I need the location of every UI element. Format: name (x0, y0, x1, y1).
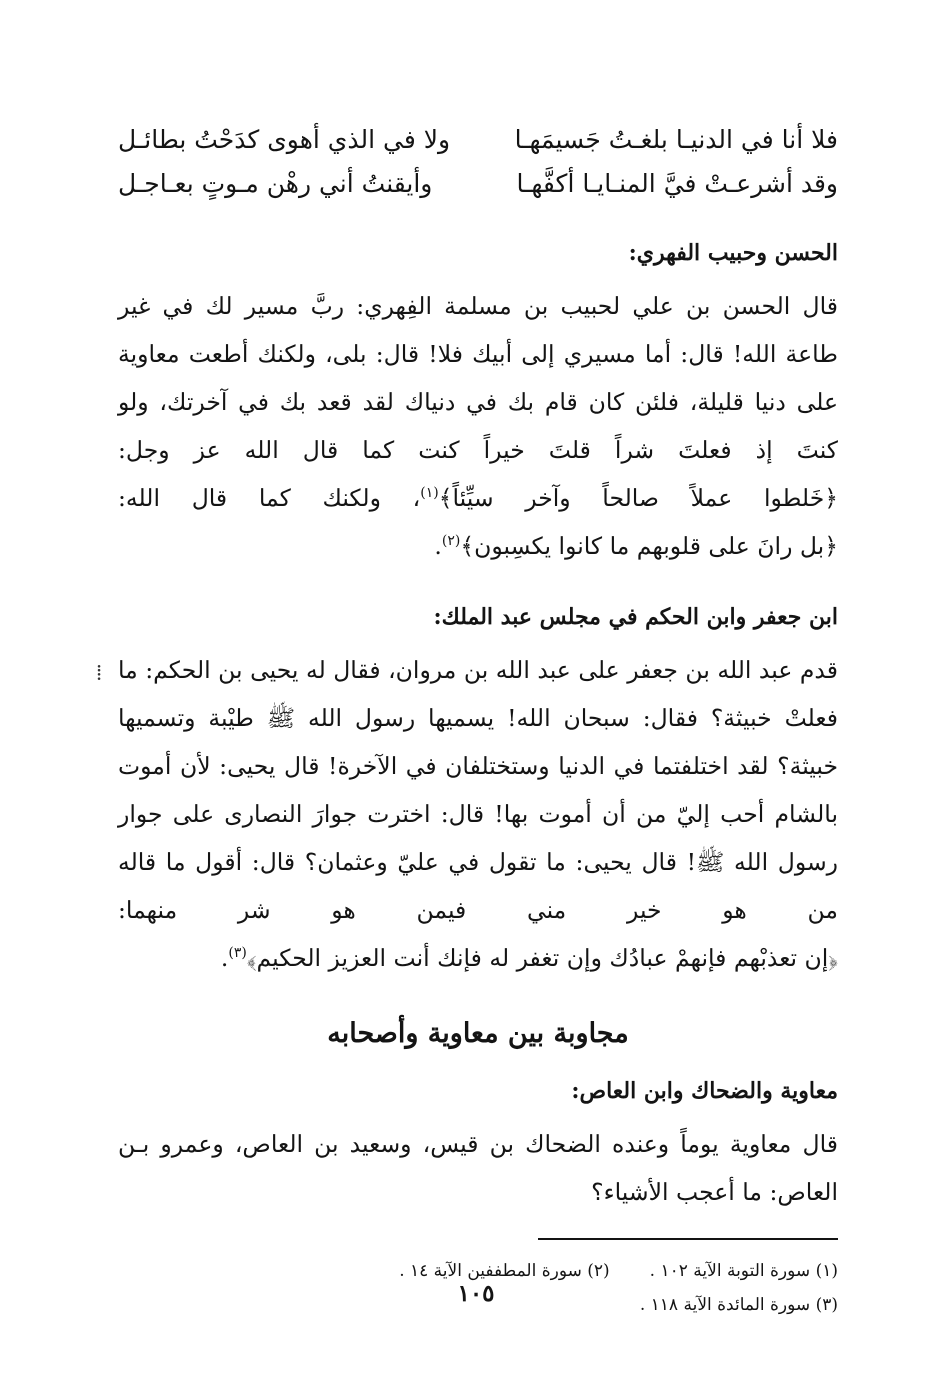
footnote: (٣) سورة المائدة الآية ١١٨ . (639, 1295, 838, 1315)
poem (118, 118, 838, 206)
margin-mark: ⁞ (96, 661, 103, 686)
footnote: (١) سورة التوبة الآية ١٠٢ . (649, 1261, 838, 1281)
poem-verse (118, 118, 838, 162)
section-paragraph (118, 1120, 838, 1216)
footnote-ref: (٢) (441, 533, 461, 550)
footnote-ref: (١) (420, 485, 439, 502)
section-heading: ابن جعفر وابن الحكم في مجلس عبد الملك: (433, 604, 838, 630)
quran-quote: ﴿خَلطوا عملاً صالحاً وآخر سيِّئاً﴾ (438, 484, 838, 512)
paragraph-text: قال الحسن بن علي لحبيب بن مسلمة الفِهري: ربَّ مسير لك في غير طاعة الله! قال: أما مسيري إلى أبيك فلا! قال: بلى، ولكنك أطعت معاوية على دنيا قليلة، فلئن كان قام بك في دنياك لقد قعد بك في آخرتك، ولو كنتَ إذ فعلتَ شراً قلتَ خيراً كنت كما قال الله عز وجل: (118, 292, 838, 464)
hemistich-right: فلا أنا في الدنيـا بلغـتُ جَسيمَهـا (514, 125, 838, 154)
book-page (118, 118, 838, 1322)
section-heading: الحسن وحبيب الفهري: (628, 240, 838, 266)
paragraph-end: . (434, 532, 442, 560)
hemistich-left: ولا في الذي أهوى كدَحْتُ بطائـل (118, 125, 451, 154)
hemistich-left: وأيقنتُ أني رهْن مـوتٍ بعـاجـل (118, 169, 433, 198)
paragraph-end: . (220, 944, 229, 972)
hemistich-right: وقد أشرعـتْ فيَّ المنـايـا أكفَّهـا (516, 169, 838, 198)
page-number: ١٠٥ (457, 1280, 495, 1307)
footnote-divider (538, 1238, 838, 1240)
section-heading: معاوية والضحاك وابن العاص: (571, 1078, 838, 1104)
section-paragraph (118, 282, 838, 570)
section-paragraph (118, 646, 838, 982)
chapter-title: مجاوبة بين معاوية وأصحابه (327, 1018, 629, 1049)
paragraph-text: ، ولكنك كما قال الله: (118, 484, 421, 512)
poem-verse (118, 162, 838, 206)
footnote: (٢) سورة المطففين الآية ١٤ . (399, 1261, 610, 1281)
paragraph-text: قال معاوية يوماً وعنده الضحاك بن قيس، وسعيد بن العاص، وعمرو بـن العاص: ما أعجب الأشياء؟ (118, 1130, 838, 1206)
quran-quote: ﴿بل رانَ على قلوبهم ما كانوا يكسِبون﴾ (460, 532, 838, 560)
quran-quote: ﴿إن تعذبْهم فإنهمْ عبادُك وإن تغفر له فإنك أنت العزيز الحكيم﴾ (246, 944, 838, 972)
footnote-ref: (٣) (228, 945, 247, 962)
paragraph-text: قدم عبد الله بن جعفر على عبد الله بن مروان، فقال له يحيى بن الحكم: ما فعلتْ خبيثة؟ فقال: سبحان الله! يسميها رسول الله ﷺ طيْبة وتسميها خبيثة؟ لقد اختلفتما في الدنيا وستختلفان في الآخرة! قال يحيى: لأن أموت بالشام أحب إليّ من أن أموت بها! قال: اخترت جوارَ النصارى على جوار رسول الله ﷺ! قال يحيى: ما تقول في عليّ وعثمان؟ قال: أقول ما قاله من هو خير مني فيمن هو شر منهما: (118, 656, 838, 924)
